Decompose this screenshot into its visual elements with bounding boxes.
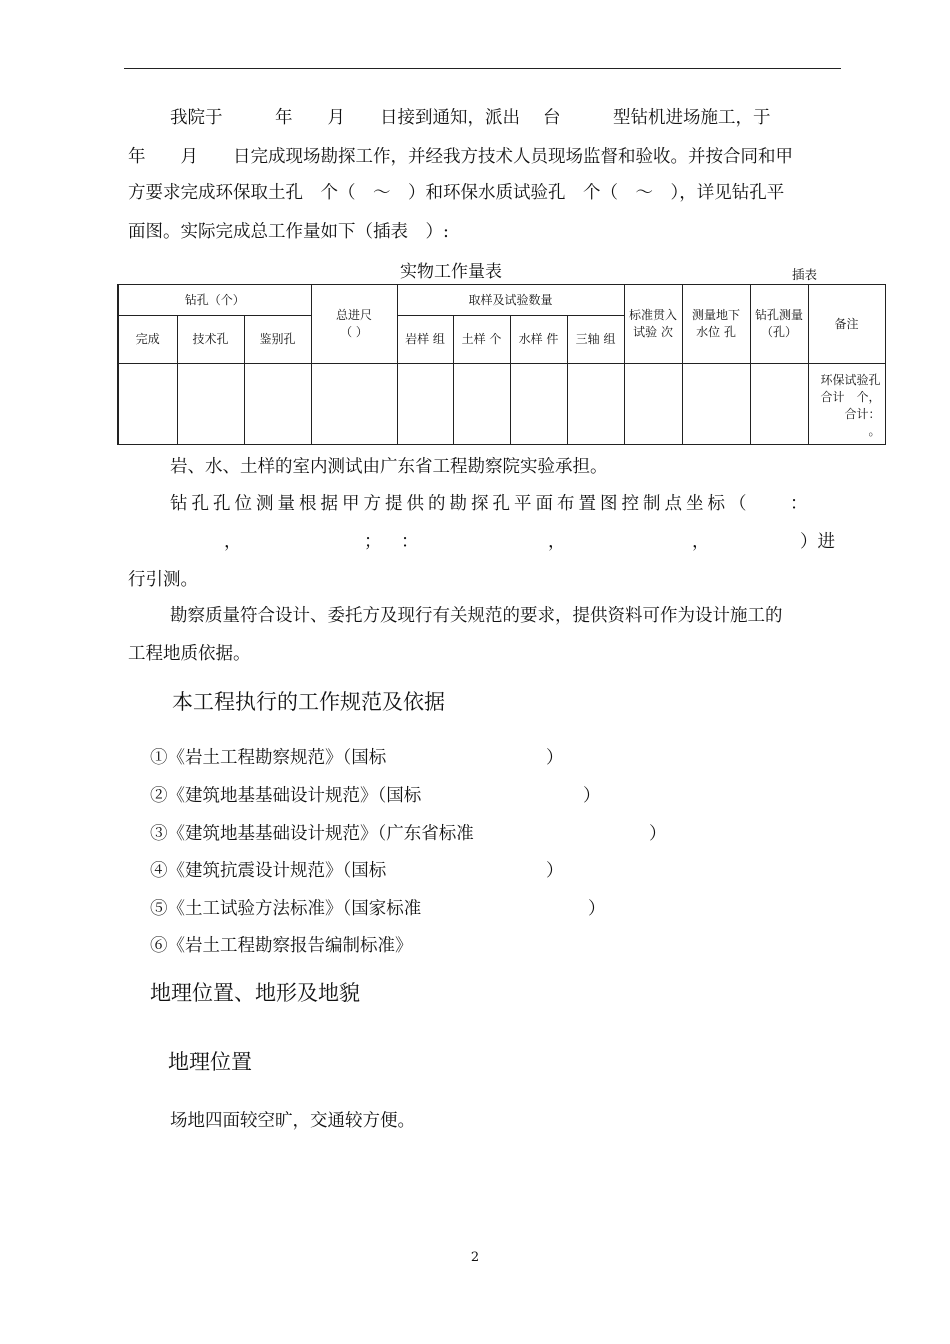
table-header-row-1 <box>118 285 885 316</box>
header-rule <box>124 68 841 69</box>
standard-item-close: ） <box>546 861 564 881</box>
header-triaxial: 三轴 组 <box>567 316 624 364</box>
standard-item: ③《建筑地基基础设计规范》（广东省标准 <box>150 824 474 844</box>
para-survey-colon-1: ： <box>790 494 808 514</box>
table-cell <box>567 364 624 445</box>
header-spt: 标准贯入 试验 次 <box>624 285 682 364</box>
heading-geography: 地理位置、地形及地貌 <box>150 981 360 1005</box>
table-cell <box>311 364 397 445</box>
standard-item: ④《建筑抗震设计规范》（国标 <box>150 861 387 881</box>
table-tag: 插表 <box>792 267 818 282</box>
table-cell <box>750 364 808 445</box>
header-rock-sample: 岩样 组 <box>397 316 453 364</box>
table-cell <box>118 364 177 445</box>
para-location: 场地四面较空旷，交通较方便。 <box>170 1111 415 1131</box>
header-survey: 钻孔测量 （孔） <box>750 285 808 364</box>
standard-item: ①《岩土工程勘察规范》（国标 <box>150 748 387 768</box>
page-number: 2 <box>470 1250 480 1265</box>
para-survey-comma-3: ， <box>692 532 710 552</box>
para-survey-comma-1: ， <box>224 532 242 552</box>
table-cell <box>453 364 510 445</box>
para-survey-comma-2: ， <box>548 532 566 552</box>
header-remark: 备注 <box>808 285 885 364</box>
standard-item-close: ） <box>546 748 564 768</box>
para-lab-testing: 岩、水、土样的室内测试由广东省工程勘察院实验承担。 <box>170 457 608 477</box>
table-cell <box>682 364 750 445</box>
standard-item: ⑤《土工试验方法标准》（国家标准 <box>150 899 422 919</box>
table-cell <box>510 364 567 445</box>
header-groundwater: 测量地下 水位 孔 <box>682 285 750 364</box>
para-quality-line-1: 勘察质量符合设计、委托方及现行有关规范的要求，提供资料可作为设计施工的 <box>170 606 783 626</box>
para-notice-line-1: 我院于 年 月 日接到通知，派出 台 型钻机进场施工，于 <box>170 108 771 128</box>
para-notice-line-4: 面图。实际完成总工作量如下（插表 ）: <box>128 222 449 242</box>
para-survey-semicolon: ； <box>364 532 382 552</box>
standard-item-close: ） <box>588 899 606 919</box>
header-completed: 完成 <box>118 316 177 364</box>
para-notice-line-3: 方要求完成环保取土孔 个（ ～ ）和环保水质试验孔 个（ ～ ），详见钻孔平 <box>128 183 785 203</box>
table-data-row <box>118 364 885 445</box>
para-quality-line-2: 工程地质依据。 <box>128 644 251 664</box>
header-sampling-group: 取样及试验数量 <box>397 285 624 316</box>
subheading-location: 地理位置 <box>168 1050 252 1074</box>
para-survey-line-1: 钻孔孔位测量根据甲方提供的勘探孔平面布置图控制点坐标（ <box>170 494 751 514</box>
para-notice-line-2: 年 月 日完成现场勘探工作，并经我方技术人员现场监督和验收。并按合同和甲 <box>128 147 793 167</box>
standard-item: ⑥《岩土工程勘察报告编制标准》 <box>150 936 413 956</box>
table-cell <box>177 364 244 445</box>
para-survey-line-3: 行引测。 <box>128 570 198 590</box>
standard-item-close: ） <box>583 786 601 806</box>
table-cell <box>624 364 682 445</box>
work-quantity-table <box>117 284 886 445</box>
remark-cell: 环保试验孔 合计 个， 合计： 。 <box>808 364 885 445</box>
table-cell <box>244 364 311 445</box>
table-title: 实物工作量表 <box>400 262 502 282</box>
header-soil-sample: 土样 个 <box>453 316 510 364</box>
para-survey-colon-2: ： <box>401 532 419 552</box>
heading-standards: 本工程执行的工作规范及依据 <box>172 690 445 714</box>
table-cell <box>397 364 453 445</box>
standard-item-close: ） <box>649 824 667 844</box>
header-drill-group: 钻孔（个） <box>118 285 311 316</box>
standard-item: ②《建筑地基基础设计规范》（国标 <box>150 786 422 806</box>
header-total-depth: 总进尺 （ ） <box>311 285 397 364</box>
header-water-sample: 水样 件 <box>510 316 567 364</box>
para-survey-end: ）进 <box>800 532 835 552</box>
header-technical-hole: 技术孔 <box>177 316 244 364</box>
header-identification-hole: 鉴别孔 <box>244 316 311 364</box>
